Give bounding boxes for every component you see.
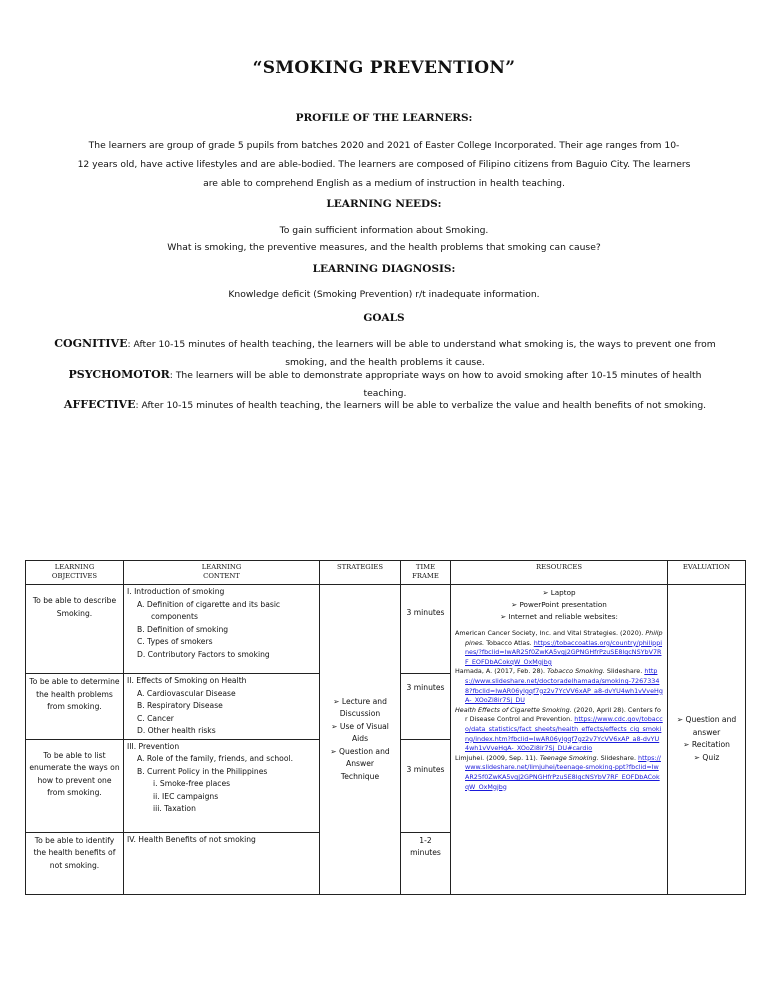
- reference-4: Limjuhei. (2009, Sep. 11). Teenage Smoking. Slideshare. https://www.slideshare.net/limjuhei/teenage-smoking-ppt?fbclid=IwAR25f0ZwKA5vgj2GPNGHfrPzuSE8lgcNSYbV7RF_EOFDbACokqW_OxMgjbg: [455, 753, 661, 791]
- header-objectives: LEARNING OBJECTIVES: [26, 561, 124, 585]
- profile-line: are able to comprehend English as a medium of instruction in health teaching.: [203, 178, 565, 189]
- reference-link[interactable]: https://www.slideshare.net/doctoradelhamada/smoking-72673348?fbclid=IwAR06ylgqf7gz2v7YcVV6xAP_a8-dvYU4wh1vVveHgA-_XOoZi8ir7Sj_DU: [465, 667, 663, 705]
- reference-2: Hamada, A. (2017, Feb. 28). Tobacco Smoking. Slideshare. https://www.slideshare.net/doctoradelhamada/smoking-72673348?fbclid=IwAR06ylgqf7gz2v7YcVV6xAP_a8-dvYU4wh1vVveHgA-_XOoZi8ir7Sj_DU: [455, 667, 663, 705]
- objective-cell: To be able to determine the health problems from smoking.: [26, 674, 124, 740]
- content-cell: III. Prevention A. Role of the family, friends, and school. B. Current Policy in the Philippines i. Smoke-free places ii. IEC campaigns iii. Taxation: [124, 739, 320, 832]
- profile-heading: PROFILE OF THE LEARNERS:: [295, 112, 473, 124]
- objective-cell: To be able to identify the health benefits of not smoking.: [26, 832, 124, 894]
- diagnosis-text: Knowledge deficit (Smoking Prevention) r/t inadequate information.: [228, 289, 540, 300]
- needs-text: [56, 221, 712, 257]
- time-cell: 1-2 minutes: [401, 832, 451, 894]
- reference-link[interactable]: https://www.cdc.gov/tobacco/data_statistics/fact_sheets/health_effects/effects_cig_smoking/index.htm?fbclid=IwAR06ylgqf7gz2v7YcVV6xAP_a8-dvYU4wh1vVveHgA-_XOoZi8ir7Sj_DU#cardio: [465, 715, 663, 753]
- content-cell: II. Effects of Smoking on Health A. Cardiovascular Disease B. Respiratory Disease C. Cancer D. Other health risks: [124, 674, 320, 740]
- goal-affective-text: : After 10-15 minutes of health teaching, the learners will be able to verbalize the value and health benefits of not smoking.: [135, 400, 707, 411]
- goal-psychomotor-label: PSYCHOMOTOR: [68, 368, 170, 381]
- goal-psychomotor-text: : The learners will be able to demonstrate appropriate ways on how to avoid smoking after 10-15 minutes of health teaching.: [169, 370, 702, 399]
- time-cell: 3 minutes: [401, 585, 451, 674]
- goal-cognitive-label: COGNITIVE: [54, 337, 128, 350]
- objective-cell: To be able to describe Smoking.: [26, 585, 124, 674]
- profile-text: [56, 136, 712, 193]
- lesson-plan-table: [25, 560, 746, 895]
- time-cell: 3 minutes: [401, 674, 451, 740]
- header-evaluation: EVALUATION: [668, 561, 746, 585]
- reference-3: Health Effects of Cigarette Smoking. (2020, April 28). Centers for Disease Control and Prevention. https://www.cdc.gov/tobacco/data_statistics/fact_sheets/health_effects/effects_cig_smoking/index.htm?fbclid=IwAR06ylgqf7gz2v7YcVV6xAP_a8-dvYU4wh1vVveHgA-_XOoZi8ir7Sj_DU#cardio: [455, 705, 663, 753]
- header-content: LEARNING CONTENT: [124, 561, 320, 585]
- needs-heading: LEARNING NEEDS:: [326, 198, 442, 210]
- time-cell: 3 minutes: [401, 739, 451, 832]
- table-header-row: [26, 561, 746, 585]
- reference-1: American Cancer Society, Inc. and Vital Strategies. (2020). Philippines. Tobacco Atlas. https://tobaccoatlas.org/country/philippines/?fbclid=IwAR25f0ZwKA5vgj2GPNGHfrPzuSE8lgcNSYbV7RF_EOFDbACokqW_OxMgjbg: [455, 629, 663, 666]
- content-cell: IV. Health Benefits of not smoking: [124, 832, 320, 894]
- profile-line: The learners are group of grade 5 pupils from batches 2020 and 2021 of Easter College Incorporated. Their age ranges from 10-: [88, 140, 680, 151]
- resources-cell: ➢ Laptop ➢ PowerPoint presentation ➢ Internet and reliable websites: American Cancer Society, Inc. and Vital Strategies. (2020). Philippines. Tobacco Atlas. https://tobaccoatlas.org/country/philippines/?fbclid=IwAR25f0ZwKA5vgj2GPNGHfrPzuSE8lgcNSYbV7RF_EOFDbACokqW_OxMgjbg Hamada, A. (2017, Feb. 28). Tobacco Smoking. Slideshare. https://www.slideshare.net/doctoradelhamada/smoking-72673348?fbclid=IwAR06ylgqf7gz2v7YcVV6xAP_a8-dvYU4wh1vVveHgA-_XOoZi8ir7Sj_DU Health Effects of Cigarette Smoking. (2020, April 28). Centers for Disease Control and Prevention. https://www.cdc.gov/tobacco/data_statistics/fact_sheets/health_effects/effects_cig_smoking/index.htm?fbclid=IwAR06ylgqf7gz2v7YcVV6xAP_a8-dvYU4wh1vVveHgA-_XOoZi8ir7Sj_DU#cardio Limjuhei. (2009, Sep. 11). Teenage Smoking. Slideshare. https://www.slideshare.net/limjuhei/teenage-smoking-ppt?fbclid=IwAR25f0ZwKA5vgj2GPNGHfrPzuSE8lgcNSYbV7RF_EOFDbACokqW_OxMgjbg: [451, 585, 668, 895]
- evaluation-cell: ➢ Question and answer ➢ Recitation ➢ Quiz: [668, 585, 746, 895]
- objective-cell: To be able to list enumerate the ways on how to prevent one from smoking.: [26, 739, 124, 832]
- goal-affective: [50, 396, 720, 415]
- header-resources: RESOURCES: [451, 561, 668, 585]
- document-title: “SMOKING PREVENTION”: [252, 58, 516, 78]
- goal-affective-label: AFFECTIVE: [63, 398, 136, 411]
- content-cell: I. Introduction of smoking A. Definition of cigarette and its basic components B. Definition of smoking C. Types of smokers D. Contributory Factors to smoking: [124, 585, 320, 674]
- table-row: [26, 585, 746, 674]
- needs-line: What is smoking, the preventive measures, and the health problems that smoking can cause?: [167, 242, 601, 253]
- header-strategies: STRATEGIES: [320, 561, 401, 585]
- profile-line: 12 years old, have active lifestyles and are able-bodied. The learners are composed of Filipino citizens from Baguio City. The learners: [77, 159, 691, 170]
- diagnosis-heading: LEARNING DIAGNOSIS:: [312, 263, 456, 275]
- reference-link[interactable]: https://www.slideshare.net/limjuhei/teenage-smoking-ppt?fbclid=IwAR25f0ZwKA5vgj2GPNGHfrPzuSE8lgcNSYbV7RF_EOFDbACokqW_OxMgjbg: [465, 753, 661, 791]
- goal-cognitive-text: : After 10-15 minutes of health teaching, the learners will be able to understand what smoking is, the ways to prevent one from smoking, and the health problems it cause.: [127, 339, 716, 368]
- strategies-cell: ➢ Lecture and Discussion ➢ Use of Visual Aids ➢ Question and Answer Technique: [320, 585, 401, 895]
- goals-heading: GOALS: [363, 312, 405, 324]
- needs-line: To gain sufficient information about Smoking.: [279, 225, 489, 236]
- header-time-frame: TIME FRAME: [401, 561, 451, 585]
- reference-link[interactable]: https://tobaccoatlas.org/country/philippines/?fbclid=IwAR25f0ZwKA5vgj2GPNGHfrPzuSE8lgcNSYbV7RF_EOFDbACokqW_OxMgjbg: [465, 638, 663, 666]
